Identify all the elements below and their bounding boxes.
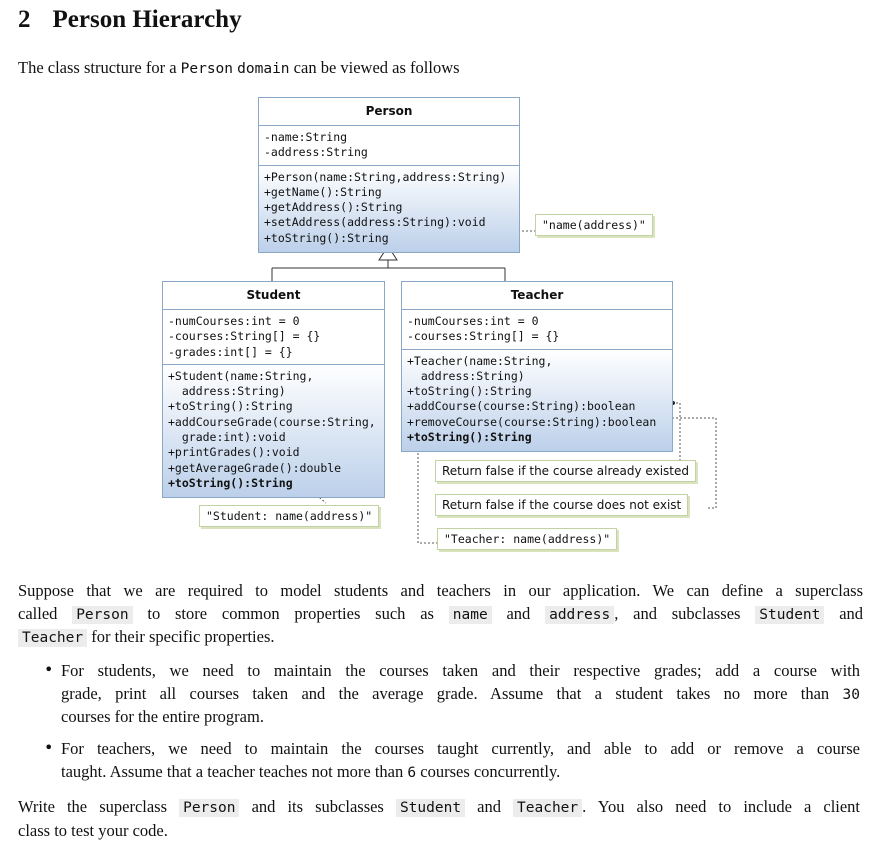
operation: +getName():String [264, 184, 382, 199]
operation: +Teacher(name:String, [407, 353, 553, 368]
attribute: -address:String [264, 145, 368, 160]
bullet-item-teachers: For teachers, we need to maintain the courses taught currently, and able to add or remove a course taught. Assume that a teacher teaches not more than 6 courses concurrently. [61, 739, 860, 781]
attribute: -name:String [264, 130, 348, 144]
operation: +setAddress(address:String):void [264, 215, 486, 230]
note-person-tostring: "name(address)" [535, 214, 653, 236]
operation: +removeCourse(course:String):boolean [407, 414, 657, 429]
operation: grade:int):void [168, 430, 286, 445]
operation: +toString():String [264, 230, 389, 245]
operation: +toString():String [407, 430, 532, 445]
bullet-icon: • [44, 738, 54, 757]
note-teacher-addcourse: Return false if the course already existed [435, 460, 696, 482]
intro-text: The class structure for a Person domain can be viewed as follows [18, 58, 460, 77]
note-teacher-removecourse: Return false if the course does not exist [435, 494, 688, 516]
attribute: -numCourses:int = 0 [168, 314, 300, 328]
operation: +addCourseGrade(course:String, [168, 414, 376, 429]
uml-class-student [162, 281, 385, 498]
note-student-tostring: "Student: name(address)" [199, 505, 379, 527]
bullet-item-students: For students, we need to maintain the courses taken and their respective grades; add a course with grade, print all courses taken and the average grade. Assume that a student takes no more than 30 courses for the entire program. [61, 661, 861, 726]
uml-class-person [258, 97, 520, 253]
uml-class-teacher [401, 281, 673, 452]
paragraph-1: Suppose that we are required to model students and teachers in our application. We can define a superclass called Person to store common properties such as name and address , and subclasses Student and Teacher for their specific properties. [18, 581, 864, 646]
operation: +Person(name:String,address:String) [264, 169, 507, 184]
bullet-icon: • [44, 660, 54, 679]
operation: address:String) [407, 368, 525, 383]
class-name: Student [163, 282, 384, 310]
operation: +getAddress():String [264, 200, 403, 215]
attribute: -numCourses:int = 0 [407, 314, 539, 328]
operation: +toString():String [168, 475, 293, 490]
class-name: Teacher [402, 282, 672, 310]
note-teacher-tostring: "Teacher: name(address)" [437, 528, 617, 550]
operation: address:String) [168, 384, 286, 399]
operation: +Student(name:String, [168, 368, 314, 383]
attribute: -courses:String[] = {} [168, 329, 321, 344]
section-heading: 2 Person Hierarchy [18, 6, 242, 33]
attribute: -courses:String[] = {} [407, 329, 560, 344]
operation: +addCourse(course:String):boolean [407, 399, 636, 414]
attribute: -grades:int[] = {} [168, 344, 293, 359]
operation: +toString():String [168, 399, 293, 414]
operation: +printGrades():void [168, 445, 300, 460]
class-name: Person [259, 98, 519, 126]
operation: +toString():String [407, 384, 532, 399]
operation: +getAverageGrade():double [168, 460, 342, 475]
paragraph-2: Write the superclass Person and its subclasses Student and Teacher . You also need to include a client class to test your code. [18, 797, 861, 840]
